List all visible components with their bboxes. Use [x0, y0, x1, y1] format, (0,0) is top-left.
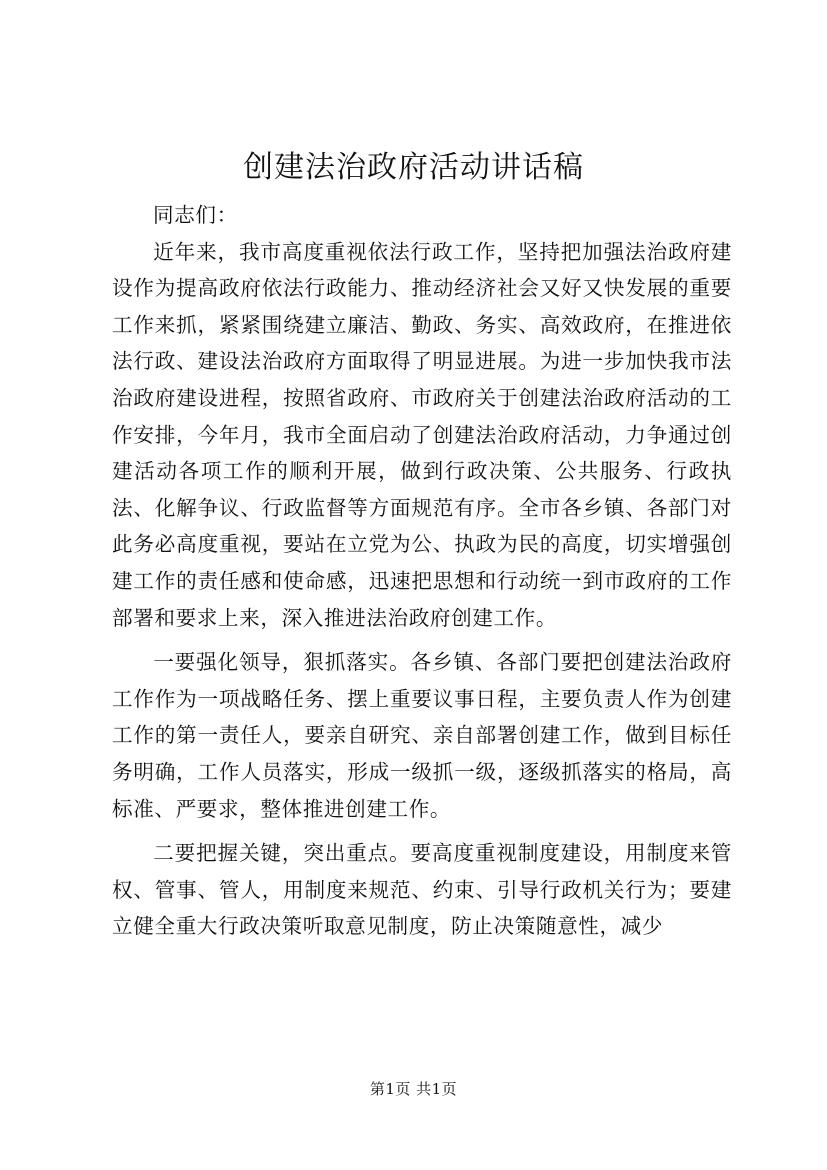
- paragraph-point-two: 二要把握关键，突出重点。要高度重视制度建设，用制度来管权、管事、管人，用制度来规范、约束、引导行政机关行为；要建立健全重大行政决策听取意见制度，防止决策随意性，减少: [112, 841, 732, 939]
- document-body: [112, 197, 732, 945]
- document-title: 创建法治政府活动讲话稿: [243, 150, 584, 185]
- salutation: 同志们：: [153, 203, 238, 227]
- page-footer: 第1页 共1页: [369, 1080, 458, 1098]
- paragraph-intro: 近年来，我市高度重视依法行政工作，坚持把加强法治政府建设作为提高政府依法行政能力、推动经济社会又好又快发展的重要工作来抓，紧紧围绕建立廉洁、勤政、务实、高效政府，在推进依法行政、建设法治政府方面取得了明显进展。为进一步加快我市法治政府建设进程，按照省政府、市政府关于创建法治政府活动的工作安排，今年月，我市全面启动了创建法治政府活动，力争通过创建活动各项工作的顺利开展，做到行政决策、公共服务、行政执法、化解争议、行政监督等方面规范有序。全市各乡镇、各部门对此务必高度重视，要站在立党为公、执政为民的高度，切实增强创建工作的责任感和使命感，迅速把思想和行动统一到市政府的工作部署和要求上来，深入推进法治政府创建工作。: [112, 239, 732, 630]
- paragraph-point-one: 一要强化领导，狠抓落实。各乡镇、各部门要把创建法治政府工作作为一项战略任务、摆上重要议事日程，主要负责人作为创建工作的第一责任人，要亲自研究、亲自部署创建工作，做到目标任务明确，工作人员落实，形成一级抓一级，逐级抓落实的格局，高标准、严要求，整体推进创建工作。: [112, 650, 732, 821]
